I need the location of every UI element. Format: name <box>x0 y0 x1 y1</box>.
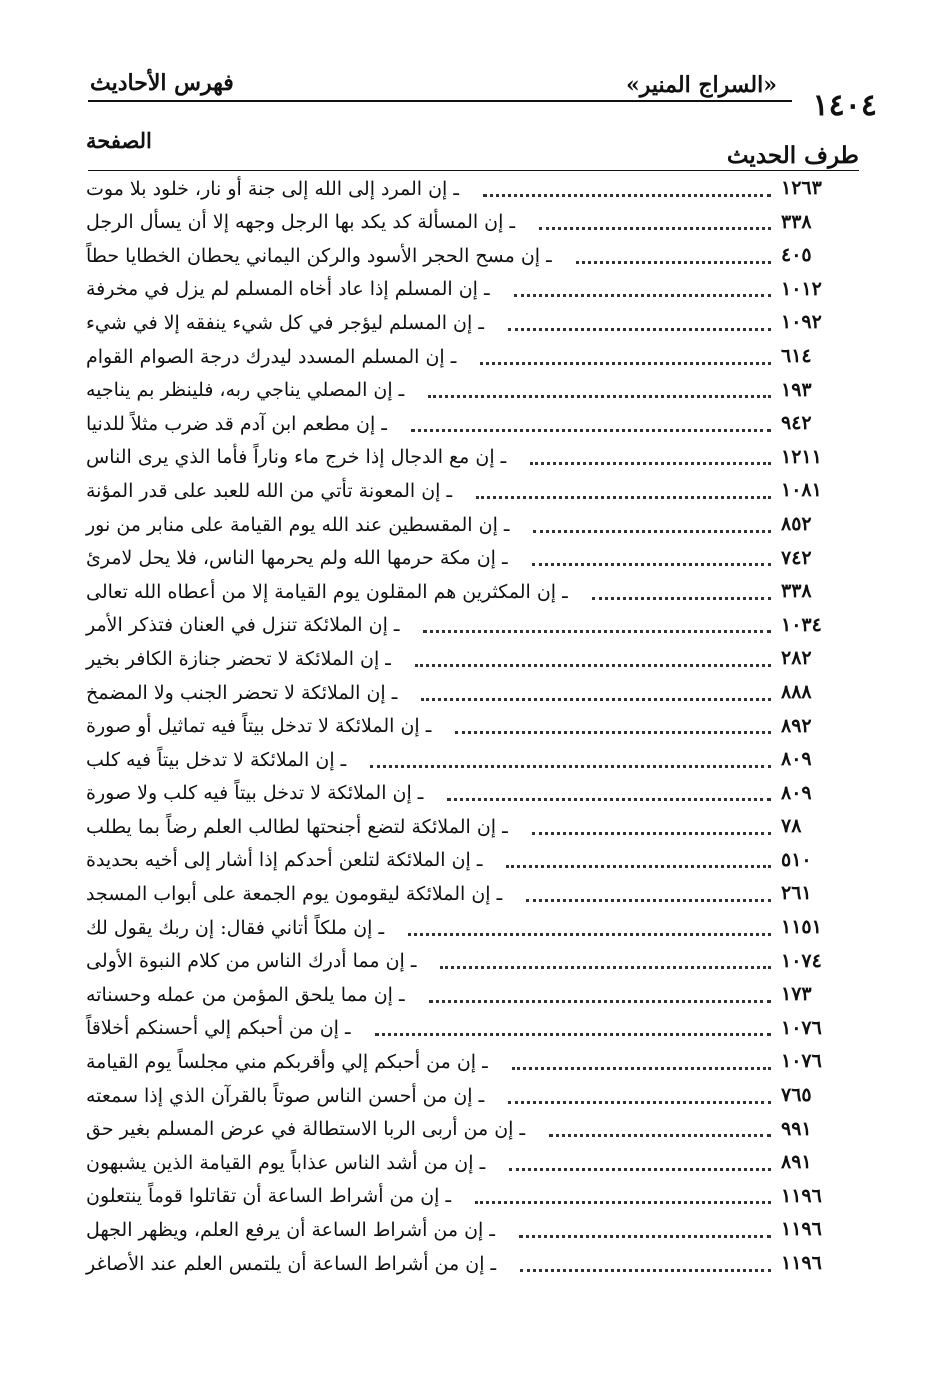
page-reference: ٣٣٨ <box>781 580 812 603</box>
page-reference: ٨٠٩ <box>781 781 812 804</box>
section-title: فهرس الأحاديث <box>90 70 234 96</box>
page-reference: ٨٩٢ <box>781 714 812 737</box>
index-entry <box>78 642 859 676</box>
hadith-index-list <box>78 172 859 1281</box>
dot-leader <box>508 1101 771 1104</box>
page-reference: ٩٤٢ <box>781 412 812 435</box>
page-reference: ١٠٩٢ <box>781 311 822 334</box>
index-entry <box>78 1079 859 1113</box>
index-entry <box>78 407 859 441</box>
page-reference: ١٠٣٤ <box>781 613 822 636</box>
index-entry <box>78 575 859 609</box>
hadith-text: ـ إن مسح الحجر الأسود والركن اليماني يحطان الخطايا حطاً <box>86 244 552 267</box>
index-entry <box>78 877 859 911</box>
dot-leader <box>483 194 771 197</box>
dot-leader <box>421 698 771 701</box>
dot-leader <box>370 765 771 768</box>
index-entry <box>78 1146 859 1180</box>
page-reference: ٧٦٥ <box>781 1084 812 1107</box>
index-entry <box>78 273 859 307</box>
index-entry <box>78 1012 859 1046</box>
hadith-text: ـ إن المسلم المسدد ليدرك درجة الصوام القوام <box>86 345 457 368</box>
hadith-text: ـ إن من أشراط الساعة أن يرفع العلم، ويظهر الجهل <box>86 1219 495 1241</box>
hadith-text: ـ إن الملائكة ليقومون يوم الجمعة على أبواب المسجد <box>86 883 503 906</box>
dot-leader <box>408 933 771 936</box>
dot-leader <box>576 261 771 264</box>
page-reference: ٣٣٨ <box>781 210 812 233</box>
page-reference: ١١٩٦ <box>781 1218 822 1241</box>
hadith-text: ـ إن ملكاً أتاني فقال: إن ربك يقول لك <box>86 916 385 939</box>
index-entry <box>78 978 859 1012</box>
column-header-hadith: طرف الحديث <box>726 142 859 169</box>
page-reference: ١١٩٦ <box>781 1252 822 1274</box>
dot-leader <box>475 1201 771 1204</box>
hadith-text: ـ إن الملائكة لتضع أجنحتها لطالب العلم رضاً بما يطلب <box>86 815 508 838</box>
dot-leader <box>549 1134 771 1137</box>
index-entry <box>78 206 859 240</box>
index-entry <box>78 542 859 576</box>
index-entry <box>78 306 859 340</box>
dot-leader <box>423 630 771 633</box>
hadith-text: ـ إن المرد إلى الله إلى جنة أو نار، خلود بلا موت <box>86 177 459 200</box>
dot-leader <box>480 362 771 365</box>
page-reference: ١٧٣ <box>781 983 812 1006</box>
page-reference: ٨٩١ <box>781 1151 812 1174</box>
dot-leader <box>539 227 771 230</box>
hadith-text: ـ إن من أحبكم إلي وأقربكم مني مجلساً يوم القيامة <box>86 1051 488 1074</box>
dot-leader <box>509 1168 771 1171</box>
hadith-text: ـ إن الملائكة تنزل في العنان فتذكر الأمر <box>86 614 400 637</box>
hadith-text: ـ إن من أحسن الناس صوتاً بالقرآن الذي إذا سمعته <box>86 1084 485 1107</box>
dot-leader <box>519 1235 771 1238</box>
dot-leader <box>520 1269 771 1272</box>
dot-leader <box>508 328 771 331</box>
hadith-text: ـ إن الملائكة لا تحضر جنازة الكافر بخير <box>86 647 391 670</box>
dot-leader <box>526 899 771 902</box>
page-reference: ١١٥١ <box>781 916 822 939</box>
dot-leader <box>455 731 771 734</box>
page-reference: ٢٦١ <box>781 882 812 905</box>
hadith-text: ـ إن الملائكة لا تدخل بيتاً فيه تماثيل أو صورة <box>86 715 432 738</box>
dot-leader <box>428 395 771 398</box>
dot-leader <box>532 563 771 566</box>
dot-leader <box>512 1067 771 1070</box>
hadith-text: ـ إن مما أدرك الناس من كلام النبوة الأولى <box>86 950 417 973</box>
index-entry <box>78 810 859 844</box>
dot-leader <box>375 1033 771 1036</box>
column-header-page: الصفحة <box>86 128 152 153</box>
page-reference: ١٢٦٣ <box>781 177 822 199</box>
dot-leader <box>429 1000 771 1003</box>
index-entry <box>78 1045 859 1079</box>
page-reference: ١٠١٢ <box>781 277 822 300</box>
index-entry <box>78 441 859 475</box>
hadith-text: ـ إن مطعم ابن آدم قد ضرب مثلاً للدنيا <box>86 412 387 435</box>
page-reference: ١٠٧٦ <box>781 1016 822 1039</box>
dot-leader <box>532 832 771 835</box>
page-reference: ٨٨٨ <box>781 680 812 703</box>
index-entry <box>78 1113 859 1147</box>
hadith-text: ـ إن من أحبكم إلي أحسنكم أخلاقاً <box>86 1017 351 1040</box>
hadith-text: ـ إن من أشد الناس عذاباً يوم القيامة الذين يشبهون <box>86 1151 486 1174</box>
index-entry <box>78 777 859 811</box>
index-entry <box>78 474 859 508</box>
index-entry <box>78 945 859 979</box>
page-reference: ٧٨ <box>781 815 802 838</box>
hadith-text: ـ إن مما يلحق المؤمن من عمله وحسناته <box>86 983 405 1006</box>
dot-leader <box>447 798 771 801</box>
dot-leader <box>506 865 771 868</box>
hadith-text: ـ إن المكثرين هم المقلون يوم القيامة إلا من أعطاه الله تعالى <box>86 580 568 603</box>
index-entry <box>78 374 859 408</box>
index-entry <box>78 743 859 777</box>
page-reference: ٦١٤ <box>781 344 812 367</box>
page-reference: ١٢١١ <box>781 445 822 468</box>
hadith-text: ـ إن الملائكة لا تحضر الجنب ولا المضمخ <box>86 681 398 704</box>
hadith-text: ـ إن المسألة كد يكد بها الرجل وجهه إلا أن يسأل الرجل <box>86 211 516 234</box>
index-entry <box>78 1180 859 1214</box>
header-divider <box>88 100 792 102</box>
dot-leader <box>592 597 771 600</box>
page-reference: ٤٠٥ <box>781 244 812 267</box>
hadith-text: ـ إن الملائكة لا تدخل بيتاً فيه كلب ولا صورة <box>86 782 424 805</box>
index-entry <box>78 239 859 273</box>
dot-leader <box>476 496 771 499</box>
page-reference: ١٠٧٤ <box>781 949 822 972</box>
dot-leader <box>533 530 771 533</box>
page-reference: ٥١٠ <box>781 848 812 871</box>
page-reference: ٢٨٢ <box>781 647 812 670</box>
hadith-text: ـ إن الملائكة لا تدخل بيتاً فيه كلب <box>86 748 347 771</box>
column-header-divider <box>88 170 859 171</box>
page-reference: ١٠٨١ <box>781 479 822 502</box>
dot-leader <box>415 664 771 667</box>
hadith-text: ـ إن مكة حرمها الله ولم يحرمها الناس، فلا يحل لامرئ <box>86 547 508 570</box>
dot-leader <box>440 966 771 969</box>
dot-leader <box>514 294 771 297</box>
hadith-text: ـ إن المسلم إذا عاد أخاه المسلم لم يزل في مخرفة <box>86 278 490 301</box>
hadith-text: ـ إن من أشراط الساعة أن يلتمس العلم عند الأصاغر <box>86 1252 497 1275</box>
book-title: «السراج المنير» <box>625 72 777 98</box>
index-entry <box>78 609 859 643</box>
index-entry <box>78 340 859 374</box>
index-entry <box>78 911 859 945</box>
hadith-text: ـ إن المعونة تأتي من الله للعبد على قدر المؤنة <box>86 479 453 502</box>
hadith-text: ـ إن المقسطين عند الله يوم القيامة على منابر من نور <box>86 513 510 536</box>
page-reference: ١٠٧٦ <box>781 1050 822 1073</box>
page-reference: ١١٩٦ <box>781 1184 822 1207</box>
page-reference: ٩٩١ <box>781 1117 812 1140</box>
page-reference: ٨٥٢ <box>781 512 812 535</box>
index-entry <box>78 1247 859 1281</box>
hadith-text: ـ إن المسلم ليؤجر في كل شيء ينفقه إلا في شيء <box>86 311 484 334</box>
index-entry <box>78 172 859 206</box>
index-entry <box>78 710 859 744</box>
hadith-text: ـ إن مع الدجال إذا خرج ماء وناراً فأما الذي يرى الناس <box>86 446 507 469</box>
index-entry <box>78 676 859 710</box>
hadith-text: ـ إن الملائكة لتلعن أحدكم إذا أشار إلى أخيه بحديدة <box>86 849 483 872</box>
page-reference: ١٩٣ <box>781 378 812 401</box>
index-entry <box>78 508 859 542</box>
page-reference: ٧٤٢ <box>781 546 812 569</box>
index-entry <box>78 844 859 878</box>
hadith-text: ـ إن المصلي يناجي ربه، فلينظر بم يناجيه <box>86 379 405 402</box>
hadith-text: ـ إن من أشراط الساعة أن تقاتلوا قوماً ينتعلون <box>86 1185 452 1208</box>
dot-leader <box>530 462 771 465</box>
page-reference: ٨٠٩ <box>781 748 812 771</box>
dot-leader <box>411 429 771 432</box>
hadith-text: ـ إن من أربى الربا الاستطالة في عرض المسلم بغير حق <box>86 1118 526 1141</box>
page-number: ١٤٠٤ <box>812 88 877 123</box>
index-entry <box>78 1213 859 1247</box>
